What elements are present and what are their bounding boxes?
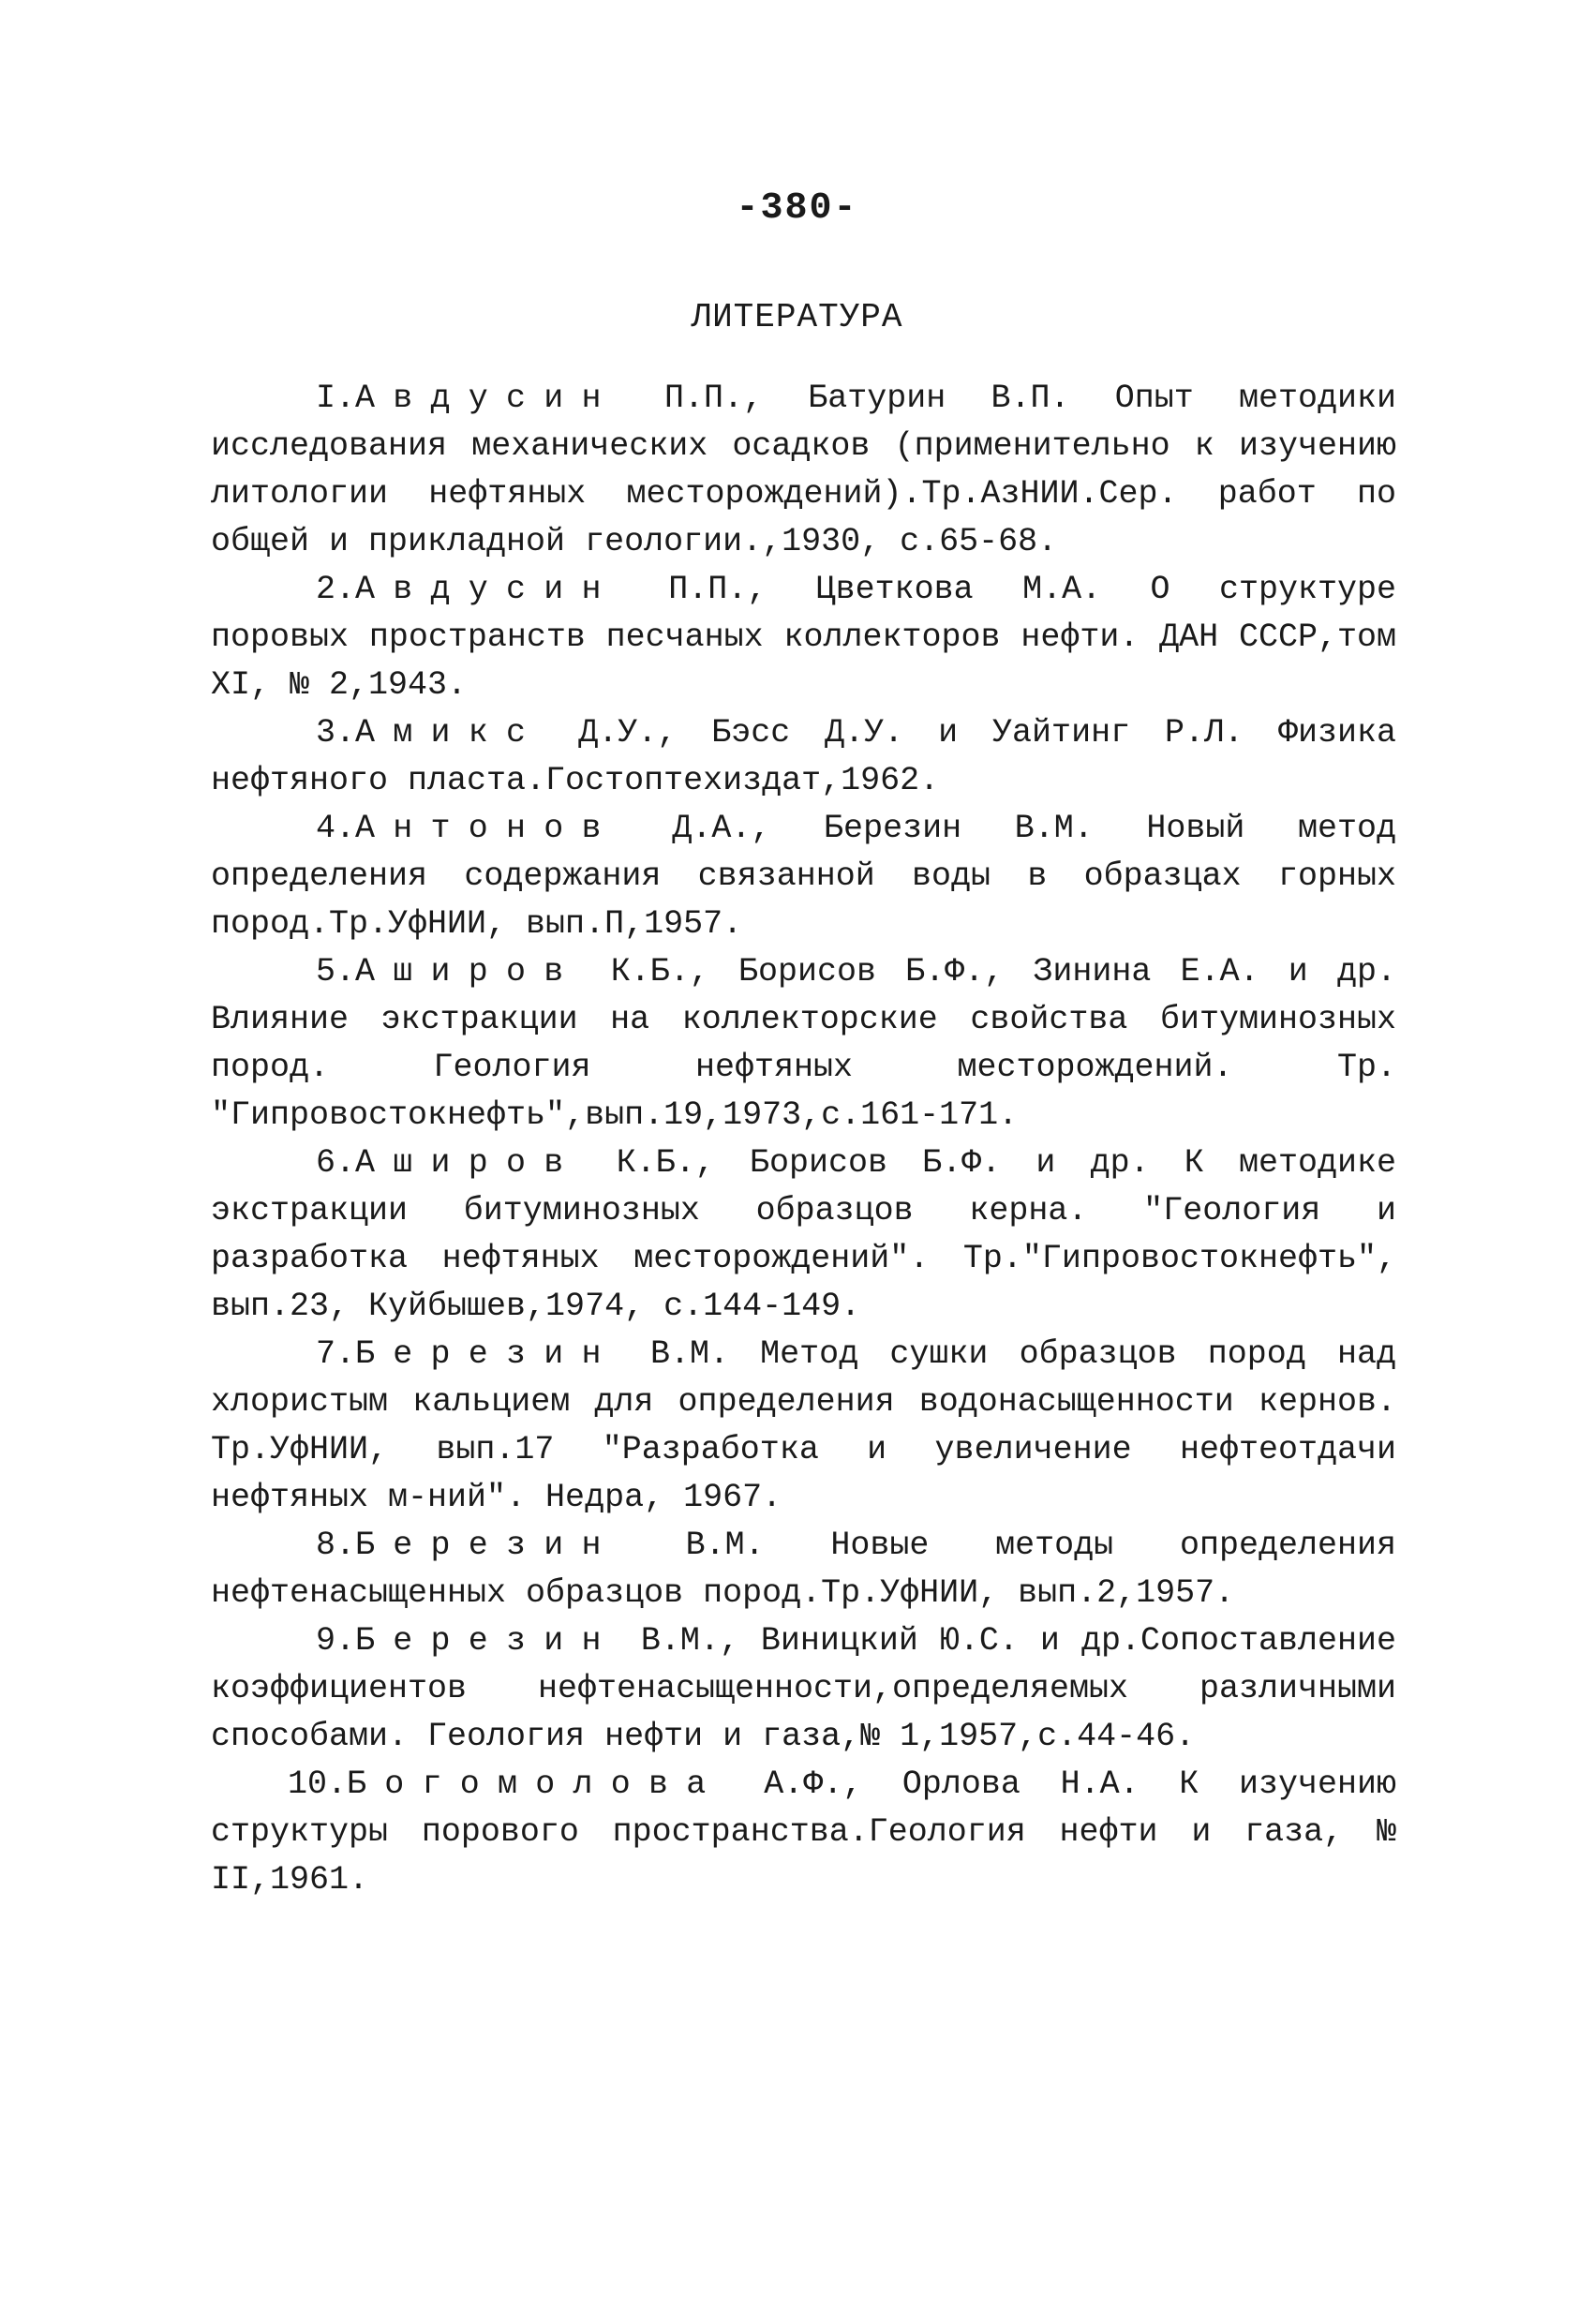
section-heading: ЛИТЕРАТУРА [691, 298, 903, 336]
reference-text: П.П., Цветкова М.А. О структуре поровых пространств песчаных коллекторов нефти. ДАН СССР,том XI, № 2,1943. [211, 571, 1396, 704]
reference-number: 2. [316, 571, 356, 608]
reference-author: Авдусин [355, 380, 619, 417]
reference-text: В.М. Метод сушки образцов пород над хлористым кальцием для определения водонасыщенности кернов. Тр.УфНИИ, вып.17 "Разработка и увеличение нефтеотдачи нефтяных м-ний". Недра, 1967. [211, 1335, 1396, 1516]
reference-item [211, 375, 1396, 566]
reference-number: I. [316, 380, 356, 417]
reference-item [211, 1617, 1396, 1761]
reference-item [211, 1331, 1396, 1522]
reference-item [211, 1140, 1396, 1331]
reference-text: Д.А., Березин В.М. Новый метод определения содержания связанной воды в образцах горных пород.Тр.УфНИИ, вып.П,1957. [211, 810, 1396, 943]
reference-text: В.М., Виницкий Ю.С. и др.Сопоставление коэффициентов нефтенасыщенности,определяемых различными способами. Геология нефти и газа,№ 1,1957,с.44-46. [211, 1622, 1396, 1755]
reference-item [211, 1522, 1396, 1617]
reference-number: 10. [288, 1765, 348, 1803]
reference-number: 5. [316, 953, 356, 991]
reference-item [211, 566, 1396, 709]
reference-author: Аширов [355, 1144, 582, 1182]
reference-number: 9. [316, 1622, 356, 1660]
reference-text: А.Ф., Орлова Н.А. К изучению структуры порового пространства.Геология нефти и газа, № II,1961. [211, 1765, 1396, 1899]
reference-text: К.Б., Борисов Б.Ф. и др. К методике экстракции битуминозных образцов керна. "Геология и разработка нефтяных месторождений". Тр."Гипровостокнефть", вып.23, Куйбышев,1974, с.144-149. [211, 1144, 1396, 1325]
reference-author: Аширов [355, 953, 582, 991]
reference-author: Богомолова [347, 1765, 724, 1803]
reference-item [211, 1761, 1396, 1904]
reference-author: Антонов [355, 810, 619, 847]
reference-item [211, 805, 1396, 948]
reference-number: 4. [316, 810, 356, 847]
reference-number: 8. [316, 1527, 356, 1564]
reference-text: П.П., Батурин В.П. Опыт методики исследования механических осадков (применительно к изучению литологии нефтяных месторождений).Тр.АзНИИ.Сер. работ по общей и прикладной геологии.,1930, с.65-68. [211, 380, 1396, 560]
reference-author: Амикс [355, 714, 544, 752]
reference-author: Авдусин [355, 571, 619, 608]
reference-item [211, 948, 1396, 1140]
reference-text: К.Б., Борисов Б.Ф., Зинина Е.А. и др. Влияние экстракции на коллекторские свойства битуминозных пород. Геология нефтяных месторождений. Тр. "Гипровостокнефть",вып.19,1973,с.161-171. [211, 953, 1396, 1134]
reference-list [211, 375, 1396, 1904]
reference-text: В.М. Новые методы определения нефтенасыщенных образцов пород.Тр.УфНИИ, вып.2,1957. [211, 1527, 1396, 1612]
page-number: -380- [736, 187, 858, 230]
reference-author: Березин [355, 1335, 619, 1373]
reference-author: Березин [355, 1622, 619, 1660]
reference-item [211, 709, 1396, 805]
reference-author: Березин [355, 1527, 619, 1564]
reference-text: Д.У., Бэсс Д.У. и Уайтинг Р.Л. Физика нефтяного пласта.Гостоптехиздат,1962. [211, 714, 1396, 799]
reference-number: 7. [316, 1335, 356, 1373]
reference-number: 6. [316, 1144, 356, 1182]
reference-number: 3. [316, 714, 356, 752]
